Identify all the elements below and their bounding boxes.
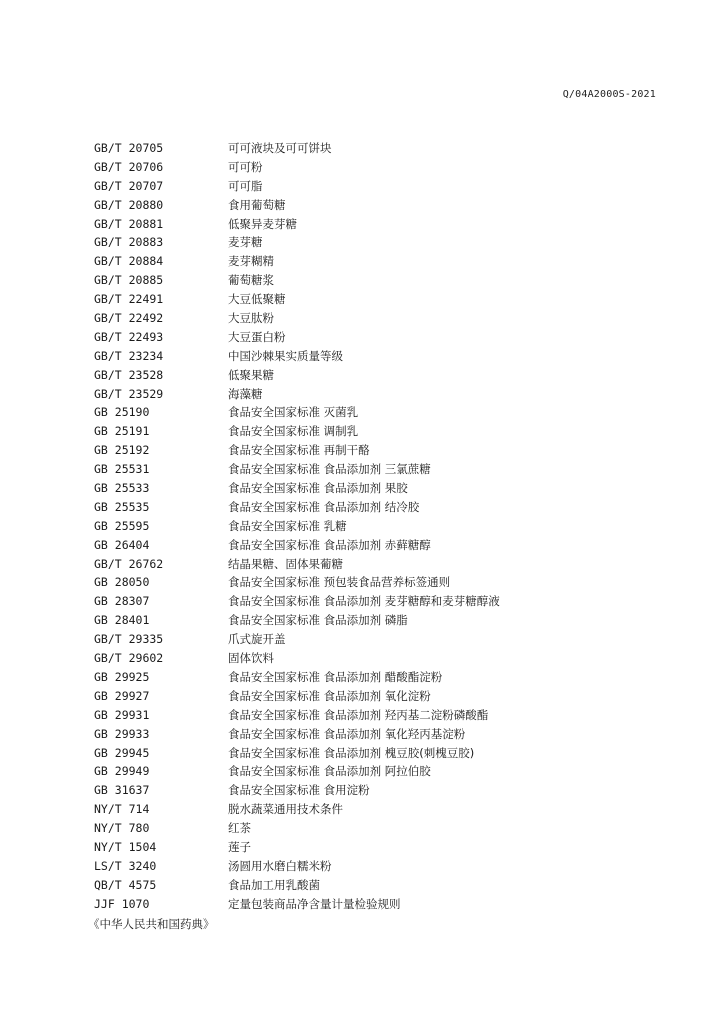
standard-row	[94, 762, 500, 781]
standard-row	[94, 611, 500, 630]
standard-row	[94, 139, 500, 158]
standard-title: 爪式旋开盖	[228, 632, 286, 647]
standard-code: NY/T 714	[94, 802, 150, 817]
standard-code: JJF 1070	[94, 896, 150, 911]
standard-title: 脱水蔬菜通用技术条件	[228, 802, 343, 817]
standard-row	[94, 800, 500, 819]
standard-code: GB/T 20880	[94, 197, 164, 212]
standard-code: GB 28050	[94, 575, 150, 590]
standard-code: GB 25595	[94, 518, 150, 533]
standard-row	[94, 309, 500, 328]
standard-row	[94, 668, 500, 687]
standard-code: GB/T 26762	[94, 556, 164, 571]
standard-title: 葡萄糖浆	[228, 273, 274, 288]
standard-code: GB 29933	[94, 726, 150, 741]
standard-title: 食品安全国家标准 食品添加剂 麦芽糖醇和麦芽糖醇液	[228, 594, 500, 609]
standard-title: 食品安全国家标准 食品添加剂 阿拉伯胶	[228, 764, 431, 779]
standard-title: 食品安全国家标准 食用淀粉	[228, 783, 370, 798]
standard-code: GB 31637	[94, 783, 150, 798]
standard-title: 定量包装商品净含量计量检验规则	[228, 896, 401, 911]
standard-row	[94, 555, 500, 574]
standard-code: GB 28401	[94, 613, 150, 628]
standard-title: 麦芽糖	[228, 235, 263, 250]
standard-code: GB/T 23528	[94, 367, 164, 382]
standard-row	[94, 573, 500, 592]
standard-title: 中国沙棘果实质量等级	[228, 348, 343, 363]
standard-row	[94, 687, 500, 706]
standard-title: 食品安全国家标准 食品添加剂 羟丙基二淀粉磷酸酯	[228, 707, 489, 722]
standard-title: 食品安全国家标准 食品添加剂 结冷胶	[228, 499, 420, 514]
standard-code: GB/T 20884	[94, 254, 164, 269]
standard-row	[94, 385, 500, 404]
standard-title: 食品安全国家标准 食品添加剂 果胶	[228, 481, 408, 496]
standard-code: GB 28307	[94, 594, 150, 609]
standard-row	[94, 876, 500, 895]
standard-row	[94, 215, 500, 234]
standard-row	[94, 328, 500, 347]
standard-title: 大豆蛋白粉	[228, 329, 286, 344]
standard-row	[94, 819, 500, 838]
document-code: Q/04A2000S-2021	[562, 89, 656, 100]
standard-title: 食品安全国家标准 调制乳	[228, 424, 359, 439]
standard-row	[94, 271, 500, 290]
standard-title: 食品安全国家标准 食品添加剂 磷脂	[228, 613, 408, 628]
standard-row	[94, 706, 500, 725]
pharmacopoeia-reference: 《中华人民共和国药典》	[88, 917, 215, 931]
standard-title: 食品安全国家标准 再制干酪	[228, 443, 370, 458]
standard-title: 汤圆用水磨白糯米粉	[228, 858, 332, 873]
standard-row	[94, 649, 500, 668]
standard-title: 红茶	[228, 821, 251, 836]
standard-code: GB/T 20881	[94, 216, 164, 231]
standard-code: GB/T 23234	[94, 348, 164, 363]
standard-row	[94, 441, 500, 460]
standard-code: GB/T 20707	[94, 178, 164, 193]
standard-code: GB/T 20706	[94, 159, 164, 174]
standard-title: 麦芽糊精	[228, 254, 274, 269]
standard-code: GB/T 22493	[94, 329, 164, 344]
standard-title: 可可脂	[228, 178, 263, 193]
standard-code: GB/T 29335	[94, 632, 164, 647]
standard-title: 可可粉	[228, 159, 263, 174]
standard-title: 大豆低聚糖	[228, 292, 286, 307]
standard-title: 莲子	[228, 839, 251, 854]
standard-title: 食品安全国家标准 灭菌乳	[228, 405, 359, 420]
standard-row	[94, 158, 500, 177]
standard-code: GB 29949	[94, 764, 150, 779]
standard-code: QB/T 4575	[94, 877, 157, 892]
standard-row	[94, 196, 500, 215]
standard-code: GB/T 20883	[94, 235, 164, 250]
standard-code: GB 29931	[94, 707, 150, 722]
standard-title: 食品安全国家标准 食品添加剂 三氯蔗糖	[228, 462, 431, 477]
standard-code: GB 25192	[94, 443, 150, 458]
standard-code: GB/T 23529	[94, 386, 164, 401]
standard-title: 食品安全国家标准 食品添加剂 槐豆胶(刺槐豆胶)	[228, 745, 475, 760]
standard-code: GB/T 29602	[94, 651, 164, 666]
standard-row	[94, 422, 500, 441]
standard-title: 海藻糖	[228, 386, 263, 401]
standard-row	[94, 366, 500, 385]
standard-title: 食品加工用乳酸菌	[228, 877, 320, 892]
standard-row	[94, 347, 500, 366]
standard-code: GB 25191	[94, 424, 150, 439]
standard-code: GB 26404	[94, 537, 150, 552]
standard-row	[94, 498, 500, 517]
standard-code: GB 25531	[94, 462, 150, 477]
standard-row	[94, 177, 500, 196]
standard-title: 大豆肽粉	[228, 311, 274, 326]
standard-title: 食品安全国家标准 预包装食品营养标签通则	[228, 575, 451, 590]
standard-title: 低聚果糖	[228, 367, 274, 382]
standard-code: NY/T 1504	[94, 839, 157, 854]
standard-row	[94, 233, 500, 252]
standard-title: 食品安全国家标准 食品添加剂 赤藓糖醇	[228, 537, 431, 552]
standard-row	[94, 460, 500, 479]
standard-code: GB/T 20885	[94, 273, 164, 288]
standard-code: GB/T 22491	[94, 292, 164, 307]
standard-title: 食品安全国家标准 食品添加剂 氧化淀粉	[228, 688, 431, 703]
standard-title: 结晶果糖、固体果葡糖	[228, 556, 343, 571]
standard-title: 可可液块及可可饼块	[228, 141, 332, 155]
standard-code: GB/T 20705	[94, 141, 164, 155]
standards-list	[94, 139, 500, 914]
standard-code: LS/T 3240	[94, 858, 157, 873]
standard-row	[94, 630, 500, 649]
standard-row	[94, 781, 500, 800]
standard-code: GB/T 22492	[94, 311, 164, 326]
standard-code: GB 25535	[94, 499, 150, 514]
standard-code: GB 25190	[94, 405, 150, 420]
standard-row	[94, 725, 500, 744]
standard-code: GB 25533	[94, 481, 150, 496]
standard-code: GB 29927	[94, 688, 150, 703]
standard-row	[94, 744, 500, 763]
standard-code: GB 29945	[94, 745, 150, 760]
standard-code: GB 29925	[94, 669, 150, 684]
standard-row	[94, 252, 500, 271]
standard-row	[94, 517, 500, 536]
standard-title: 食用葡萄糖	[228, 197, 286, 212]
standard-row	[94, 857, 500, 876]
standard-title: 低聚异麦芽糖	[228, 216, 297, 231]
standard-code: NY/T 780	[94, 821, 150, 836]
standard-row	[94, 479, 500, 498]
standard-row	[94, 403, 500, 422]
standard-title: 食品安全国家标准 食品添加剂 醋酸酯淀粉	[228, 669, 443, 684]
standard-row	[94, 592, 500, 611]
standard-title: 食品安全国家标准 乳糖	[228, 518, 347, 533]
standard-row	[94, 895, 500, 914]
standard-row	[94, 838, 500, 857]
standard-title: 固体饮料	[228, 651, 274, 666]
standard-row	[94, 536, 500, 555]
standard-title: 食品安全国家标准 食品添加剂 氧化羟丙基淀粉	[228, 726, 466, 741]
standard-row	[94, 290, 500, 309]
